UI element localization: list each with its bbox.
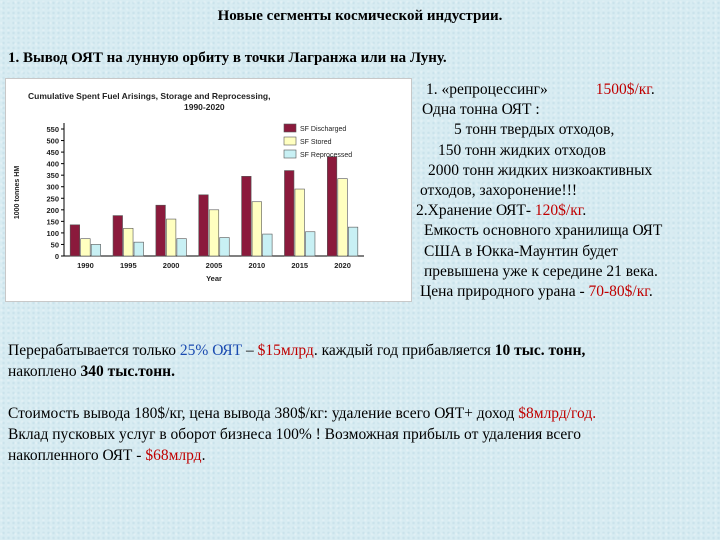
text-line: Одна тонна ОЯТ : xyxy=(422,101,540,119)
punctuation: . xyxy=(650,81,655,98)
x-tick-label: 2010 xyxy=(248,261,266,270)
text-line: отходов, захоронение!!! xyxy=(420,182,578,200)
punctuation: . xyxy=(201,447,206,464)
text-line: США в Юкка-Маунтин будет xyxy=(424,242,618,260)
legend-swatch xyxy=(284,137,296,145)
bar-sf-reprocessed xyxy=(348,227,358,256)
legend-label: SF Stored xyxy=(300,139,332,146)
bar-sf-discharged xyxy=(327,157,337,256)
text-line xyxy=(416,80,716,100)
legend-label: SF Reprocessed xyxy=(300,152,353,159)
punctuation: . xyxy=(648,283,653,301)
x-tick-label: 1990 xyxy=(77,261,94,270)
text-run: . каждый год прибавляется xyxy=(313,342,495,359)
x-tick-label: 1995 xyxy=(119,261,137,270)
y-tick-label: 300 xyxy=(46,182,59,192)
text-run: накопленного ОЯТ - xyxy=(8,447,146,464)
annual-income: $8млрд/год. xyxy=(518,405,597,422)
bar-sf-discharged xyxy=(242,176,252,256)
text-run: накоплено xyxy=(8,363,81,380)
total-profit: $68млрд xyxy=(145,447,202,464)
storage-price: 120$/кг xyxy=(534,202,583,220)
page-title: Новые сегменты космической индустрии. xyxy=(217,8,503,24)
bar-sf-reprocessed xyxy=(220,238,230,256)
x-tick-label: 2005 xyxy=(205,261,223,270)
reprocessed-share: 25% ОЯТ xyxy=(179,342,243,359)
text-run: Перерабатывается только xyxy=(8,342,180,359)
text-line xyxy=(416,282,716,302)
chart-title: Cumulative Spent Fuel Arisings, Storage and Reprocessing, xyxy=(28,91,271,101)
bar-sf-discharged xyxy=(156,205,166,256)
x-tick-label: 2015 xyxy=(291,261,309,270)
bar-sf-discharged xyxy=(70,225,80,256)
bar-sf-stored xyxy=(252,202,262,256)
text-run: Стоимость вывода 180$/кг, цена вывода 380$/кг: удаление всего ОЯТ+ доход xyxy=(8,405,519,422)
legend-swatch xyxy=(284,124,296,132)
bar-sf-stored xyxy=(338,179,348,256)
chart-subtitle: 1990-2020 xyxy=(184,102,225,112)
bar-sf-reprocessed xyxy=(305,232,315,256)
y-tick-label: 350 xyxy=(46,171,59,181)
legend-swatch xyxy=(284,150,296,158)
text-line: Емкость основного хранилища ОЯТ xyxy=(424,222,663,240)
text-line: 2000 тонн жидких низкоактивных xyxy=(428,161,653,179)
bar-sf-stored xyxy=(166,219,176,256)
bar-sf-discharged xyxy=(199,195,209,256)
y-tick-label: 250 xyxy=(46,194,59,204)
y-axis-label: 1000 tonnes HM xyxy=(14,165,21,220)
bar-sf-stored xyxy=(295,189,305,256)
text-line: 5 тонн твердых отходов, xyxy=(454,121,615,139)
x-axis-label: Year xyxy=(206,274,222,283)
y-tick-label: 150 xyxy=(46,217,59,227)
x-tick-label: 2020 xyxy=(334,261,351,270)
storage-label: 2.Хранение ОЯТ- xyxy=(416,202,532,220)
section-heading: 1. Вывод ОЯТ на лунную орбиту в точки Лагранжа или на Луну. xyxy=(8,50,447,66)
text-line: превышена уже к середине 21 века. xyxy=(424,262,658,280)
bar-sf-stored xyxy=(209,210,219,256)
text-line xyxy=(416,201,716,221)
bar-sf-discharged xyxy=(284,171,294,256)
x-tick-label: 2000 xyxy=(162,261,180,270)
reprocessing-value: $15млрд xyxy=(257,342,314,359)
bar-sf-reprocessed xyxy=(91,244,101,256)
bar-sf-reprocessed xyxy=(177,239,187,256)
legend-label: SF Discharged xyxy=(300,126,347,133)
reprocessing-price: 1500$/кг xyxy=(595,81,651,98)
y-tick-label: 450 xyxy=(46,148,59,158)
reprocessing-label: 1. «репроцессинг» xyxy=(426,81,548,98)
text-line: 150 тонн жидких отходов xyxy=(438,141,606,159)
uranium-price-label: Цена природного урана - xyxy=(420,283,585,301)
text-run: – xyxy=(242,342,258,359)
punctuation: . xyxy=(582,202,587,220)
annual-increase: 10 тыс. тонн, xyxy=(494,342,586,359)
y-tick-label: 500 xyxy=(46,136,59,146)
bar-sf-stored xyxy=(81,239,91,256)
y-tick-label: 200 xyxy=(46,205,59,215)
accumulated-total: 340 тыс.тонн. xyxy=(80,363,175,380)
uranium-price: 70-80$/кг xyxy=(588,283,649,301)
y-tick-label: 0 xyxy=(54,252,59,261)
y-tick-label: 400 xyxy=(46,159,59,169)
bar-sf-reprocessed xyxy=(134,242,144,256)
y-tick-label: 50 xyxy=(50,240,59,250)
economics-paragraph xyxy=(8,403,718,466)
y-tick-label: 550 xyxy=(46,125,59,134)
spent-fuel-bar-chart xyxy=(6,79,411,301)
bar-sf-discharged xyxy=(113,216,123,256)
processing-costs-text xyxy=(416,80,716,302)
spent-fuel-chart-panel xyxy=(5,78,412,302)
bar-sf-reprocessed xyxy=(263,234,273,256)
y-tick-label: 100 xyxy=(46,228,59,238)
reprocessing-paragraph xyxy=(8,340,713,382)
text-run: Вклад пусковых услуг в оборот бизнеса 100% ! Возможная прибыль от удаления всего xyxy=(8,426,582,443)
bar-sf-stored xyxy=(124,228,133,256)
